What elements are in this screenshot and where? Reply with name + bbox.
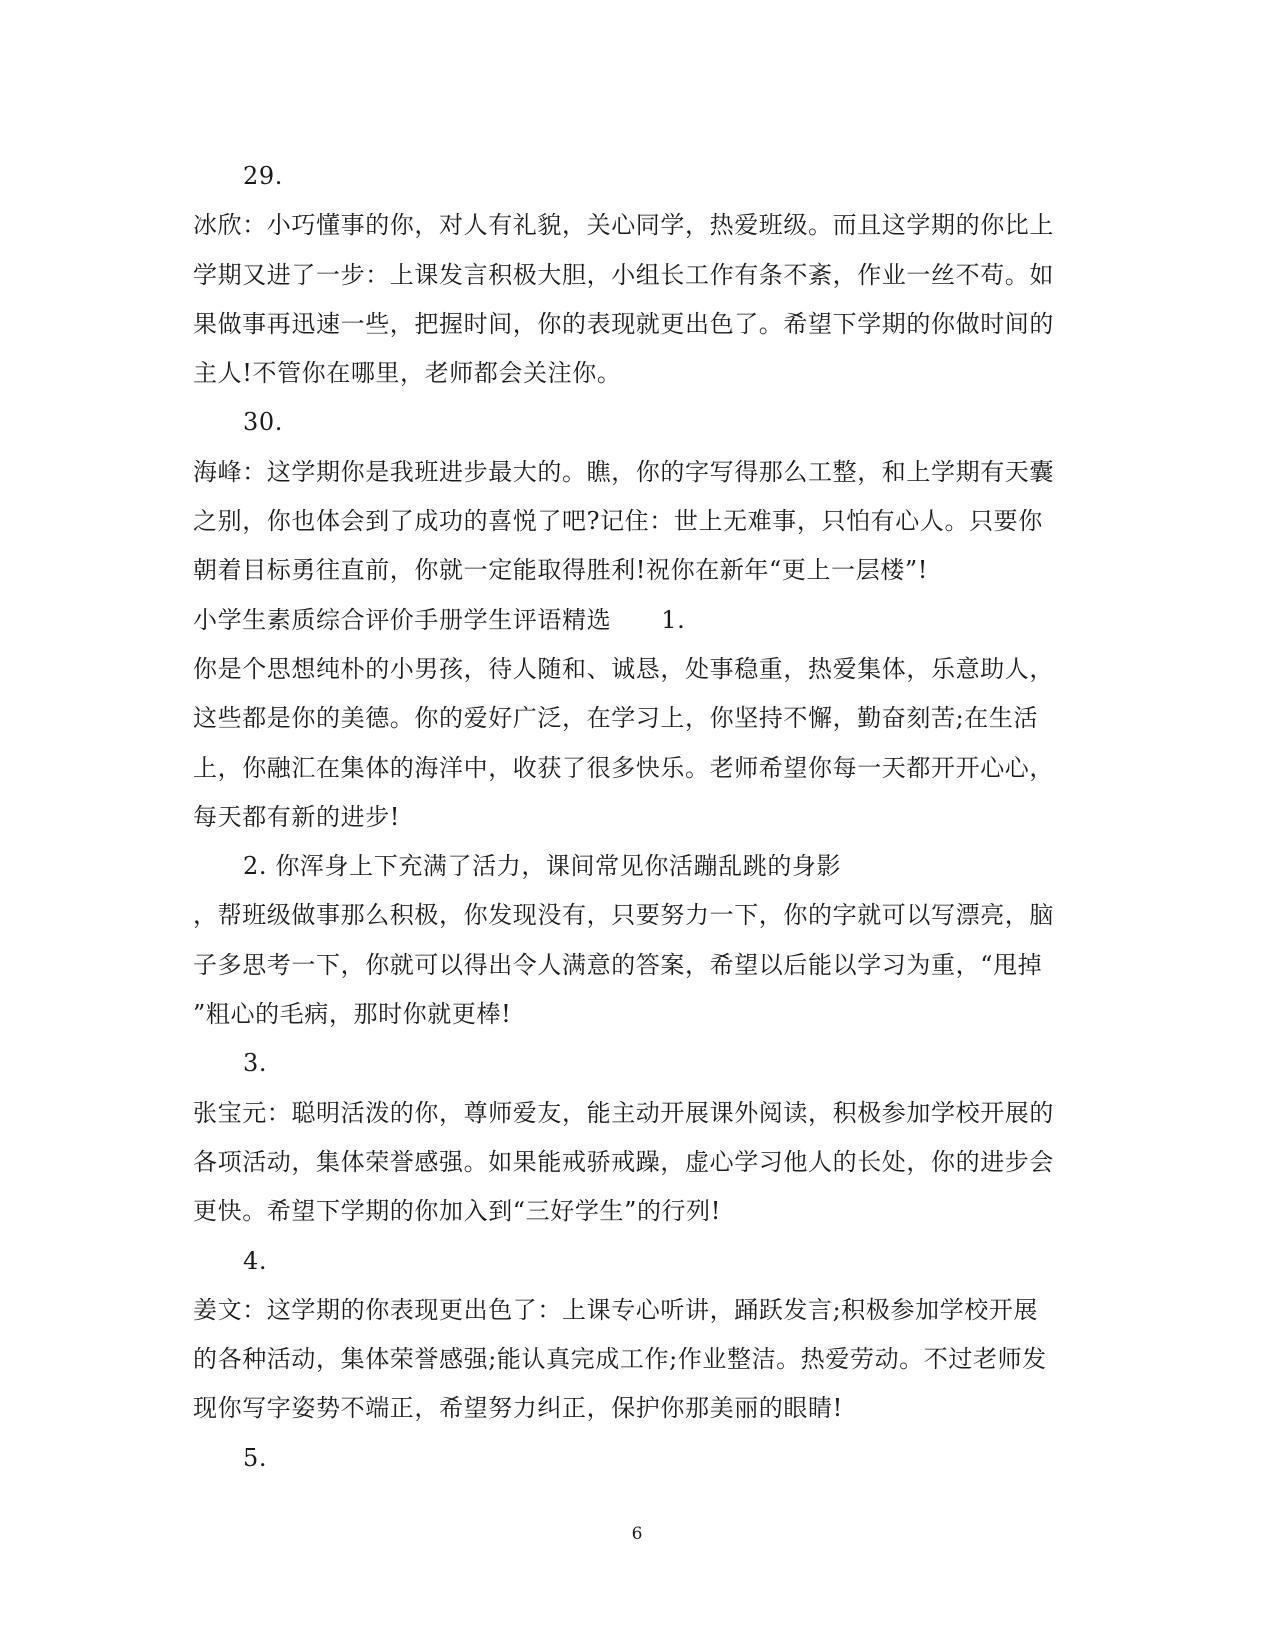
text-line-content: 上，你融汇在集体的海洋中，收获了很多快乐。老师希望你每一天都开开心心，: [193, 753, 1054, 782]
item-number: 1.: [661, 605, 686, 634]
text-line: [193, 251, 1073, 300]
text-line-content: 果做事再迅速一些，把握时间，你的表现就更出色了。希望下学期的你做时间的: [193, 309, 1054, 338]
text-line-content: 30.: [243, 408, 283, 437]
text-line: [193, 1384, 1073, 1433]
text-line: [193, 546, 1073, 595]
text-line: [193, 1089, 1073, 1138]
text-line: [193, 448, 1073, 497]
text-line: [193, 1286, 1073, 1335]
text-line-content: 更快。希望下学期的你加入到“三好学生”的行列!: [193, 1197, 721, 1226]
text-line-content: 你是个思想纯朴的小男孩，待人随和、诚恳，处事稳重，热爱集体，乐意助人，: [193, 654, 1054, 683]
text-line: [193, 201, 1073, 250]
text-line: [193, 842, 1073, 891]
text-line: [193, 497, 1073, 546]
text-line: [193, 941, 1073, 990]
text-line-content: 学期又进了一步：上课发言积极大胆，小组长工作有条不紊，作业一丝不苟。如: [193, 260, 1054, 289]
text-line: [193, 1434, 1073, 1483]
text-line: [193, 744, 1073, 793]
page-number: 6: [631, 1524, 643, 1544]
document-body: [193, 152, 1073, 1483]
text-line-content: 的各种活动，集体荣誉感强;能认真完成工作;作业整洁。热爱劳动。不过老师发: [193, 1345, 1047, 1374]
text-line-content: 这些都是你的美德。你的爱好广泛，在学习上，你坚持不懈，勤奋刻苦;在生活: [193, 704, 1039, 733]
text-line-content: 3.: [243, 1049, 268, 1078]
text-line-content: 每天都有新的进步!: [193, 802, 401, 831]
text-line: [193, 596, 1073, 645]
text-line: [193, 1237, 1073, 1286]
text-line: [193, 793, 1073, 842]
text-line-content: 子多思考一下，你就可以得出令人满意的答案，希望以后能以学习为重，“甩掉: [193, 950, 1043, 979]
text-line: [193, 1187, 1073, 1236]
text-line-content: 小学生素质综合评价手册学生评语精选: [193, 605, 612, 634]
text-line: [193, 398, 1073, 447]
text-line-content: 现你写字姿势不端正，希望努力纠正，保护你那美丽的眼睛!: [193, 1394, 843, 1423]
text-line: [193, 1138, 1073, 1187]
text-line: [193, 891, 1073, 940]
text-line-content: 之别，你也体会到了成功的喜悦了吧?记住：世上无难事，只怕有心人。只要你: [193, 507, 1043, 536]
text-line: [193, 990, 1073, 1039]
text-line-content: 朝着目标勇往直前，你就一定能取得胜利!祝你在新年“更上一层楼”!: [193, 556, 929, 585]
text-line-content: 张宝元：聪明活泼的你，尊师爱友，能主动开展课外阅读，积极参加学校开展的: [193, 1098, 1054, 1127]
text-line-content: 各项活动，集体荣誉感强。如果能戒骄戒躁，虚心学习他人的长处，你的进步会: [193, 1147, 1054, 1176]
text-line-content: 冰欣：小巧懂事的你，对人有礼貌，关心同学，热爱班级。而且这学期的你比上: [193, 211, 1054, 240]
text-line-content: 4.: [243, 1246, 268, 1275]
text-line-content: 姜文：这学期的你表现更出色了：上课专心听讲，踊跃发言;积极参加学校开展: [193, 1295, 1039, 1324]
text-line: [193, 300, 1073, 349]
text-line-content: 海峰：这学期你是我班进步最大的。瞧，你的字写得那么工整，和上学期有天囊: [193, 457, 1054, 486]
text-line-content: 5.: [243, 1443, 268, 1472]
text-line: [193, 1039, 1073, 1088]
text-line: [193, 1335, 1073, 1384]
text-line-content: 主人!不管你在哪里，老师都会关注你。: [193, 359, 622, 388]
text-line: [193, 152, 1073, 201]
text-line-content: 2. 你浑身上下充满了活力，课间常见你活蹦乱跳的身影: [243, 852, 842, 881]
text-line: [193, 349, 1073, 398]
text-line-content: ，帮班级做事那么积极，你发现没有，只要努力一下，你的字就可以写漂亮，脑: [193, 901, 1054, 930]
text-line: [193, 694, 1073, 743]
text-line-content: ”粗心的毛病，那时你就更棒!: [193, 1000, 512, 1029]
text-line: [193, 645, 1073, 694]
text-line-content: 29.: [243, 162, 283, 190]
